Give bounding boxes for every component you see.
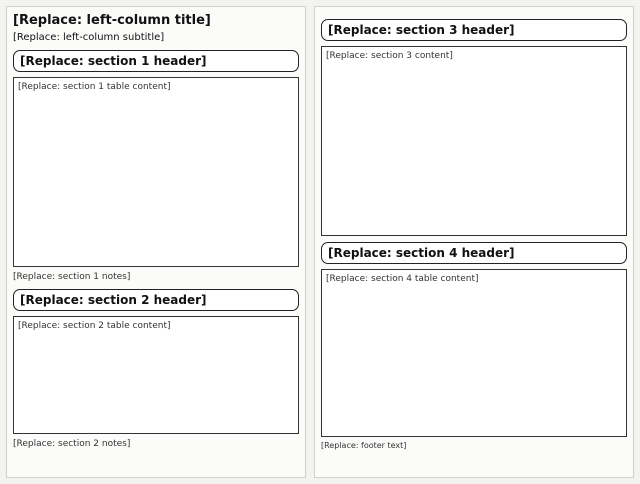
section3-box <box>321 46 627 236</box>
section2-table <box>13 316 299 434</box>
left-title: [Replace: left-column title] <box>13 13 211 28</box>
section1-header: [Replace: section 1 header] <box>13 50 299 72</box>
section3-header: [Replace: section 3 header] <box>321 19 627 41</box>
section3-box-placeholder: [Replace: section 3 content] <box>326 51 453 61</box>
section1-notes: [Replace: section 1 notes] <box>13 272 131 282</box>
right-column <box>314 6 634 478</box>
section4-table <box>321 269 627 437</box>
section4-table-placeholder: [Replace: section 4 table content] <box>326 274 479 284</box>
section2-table-placeholder: [Replace: section 2 table content] <box>18 321 171 331</box>
left-subtitle: [Replace: left-column subtitle] <box>13 32 165 43</box>
left-column <box>6 6 306 478</box>
section1-table <box>13 77 299 267</box>
section4-header: [Replace: section 4 header] <box>321 242 627 264</box>
section1-table-placeholder: [Replace: section 1 table content] <box>18 82 171 92</box>
section2-notes: [Replace: section 2 notes] <box>13 439 131 449</box>
right-footer: [Replace: footer text] <box>321 441 407 450</box>
section2-header: [Replace: section 2 header] <box>13 289 299 311</box>
